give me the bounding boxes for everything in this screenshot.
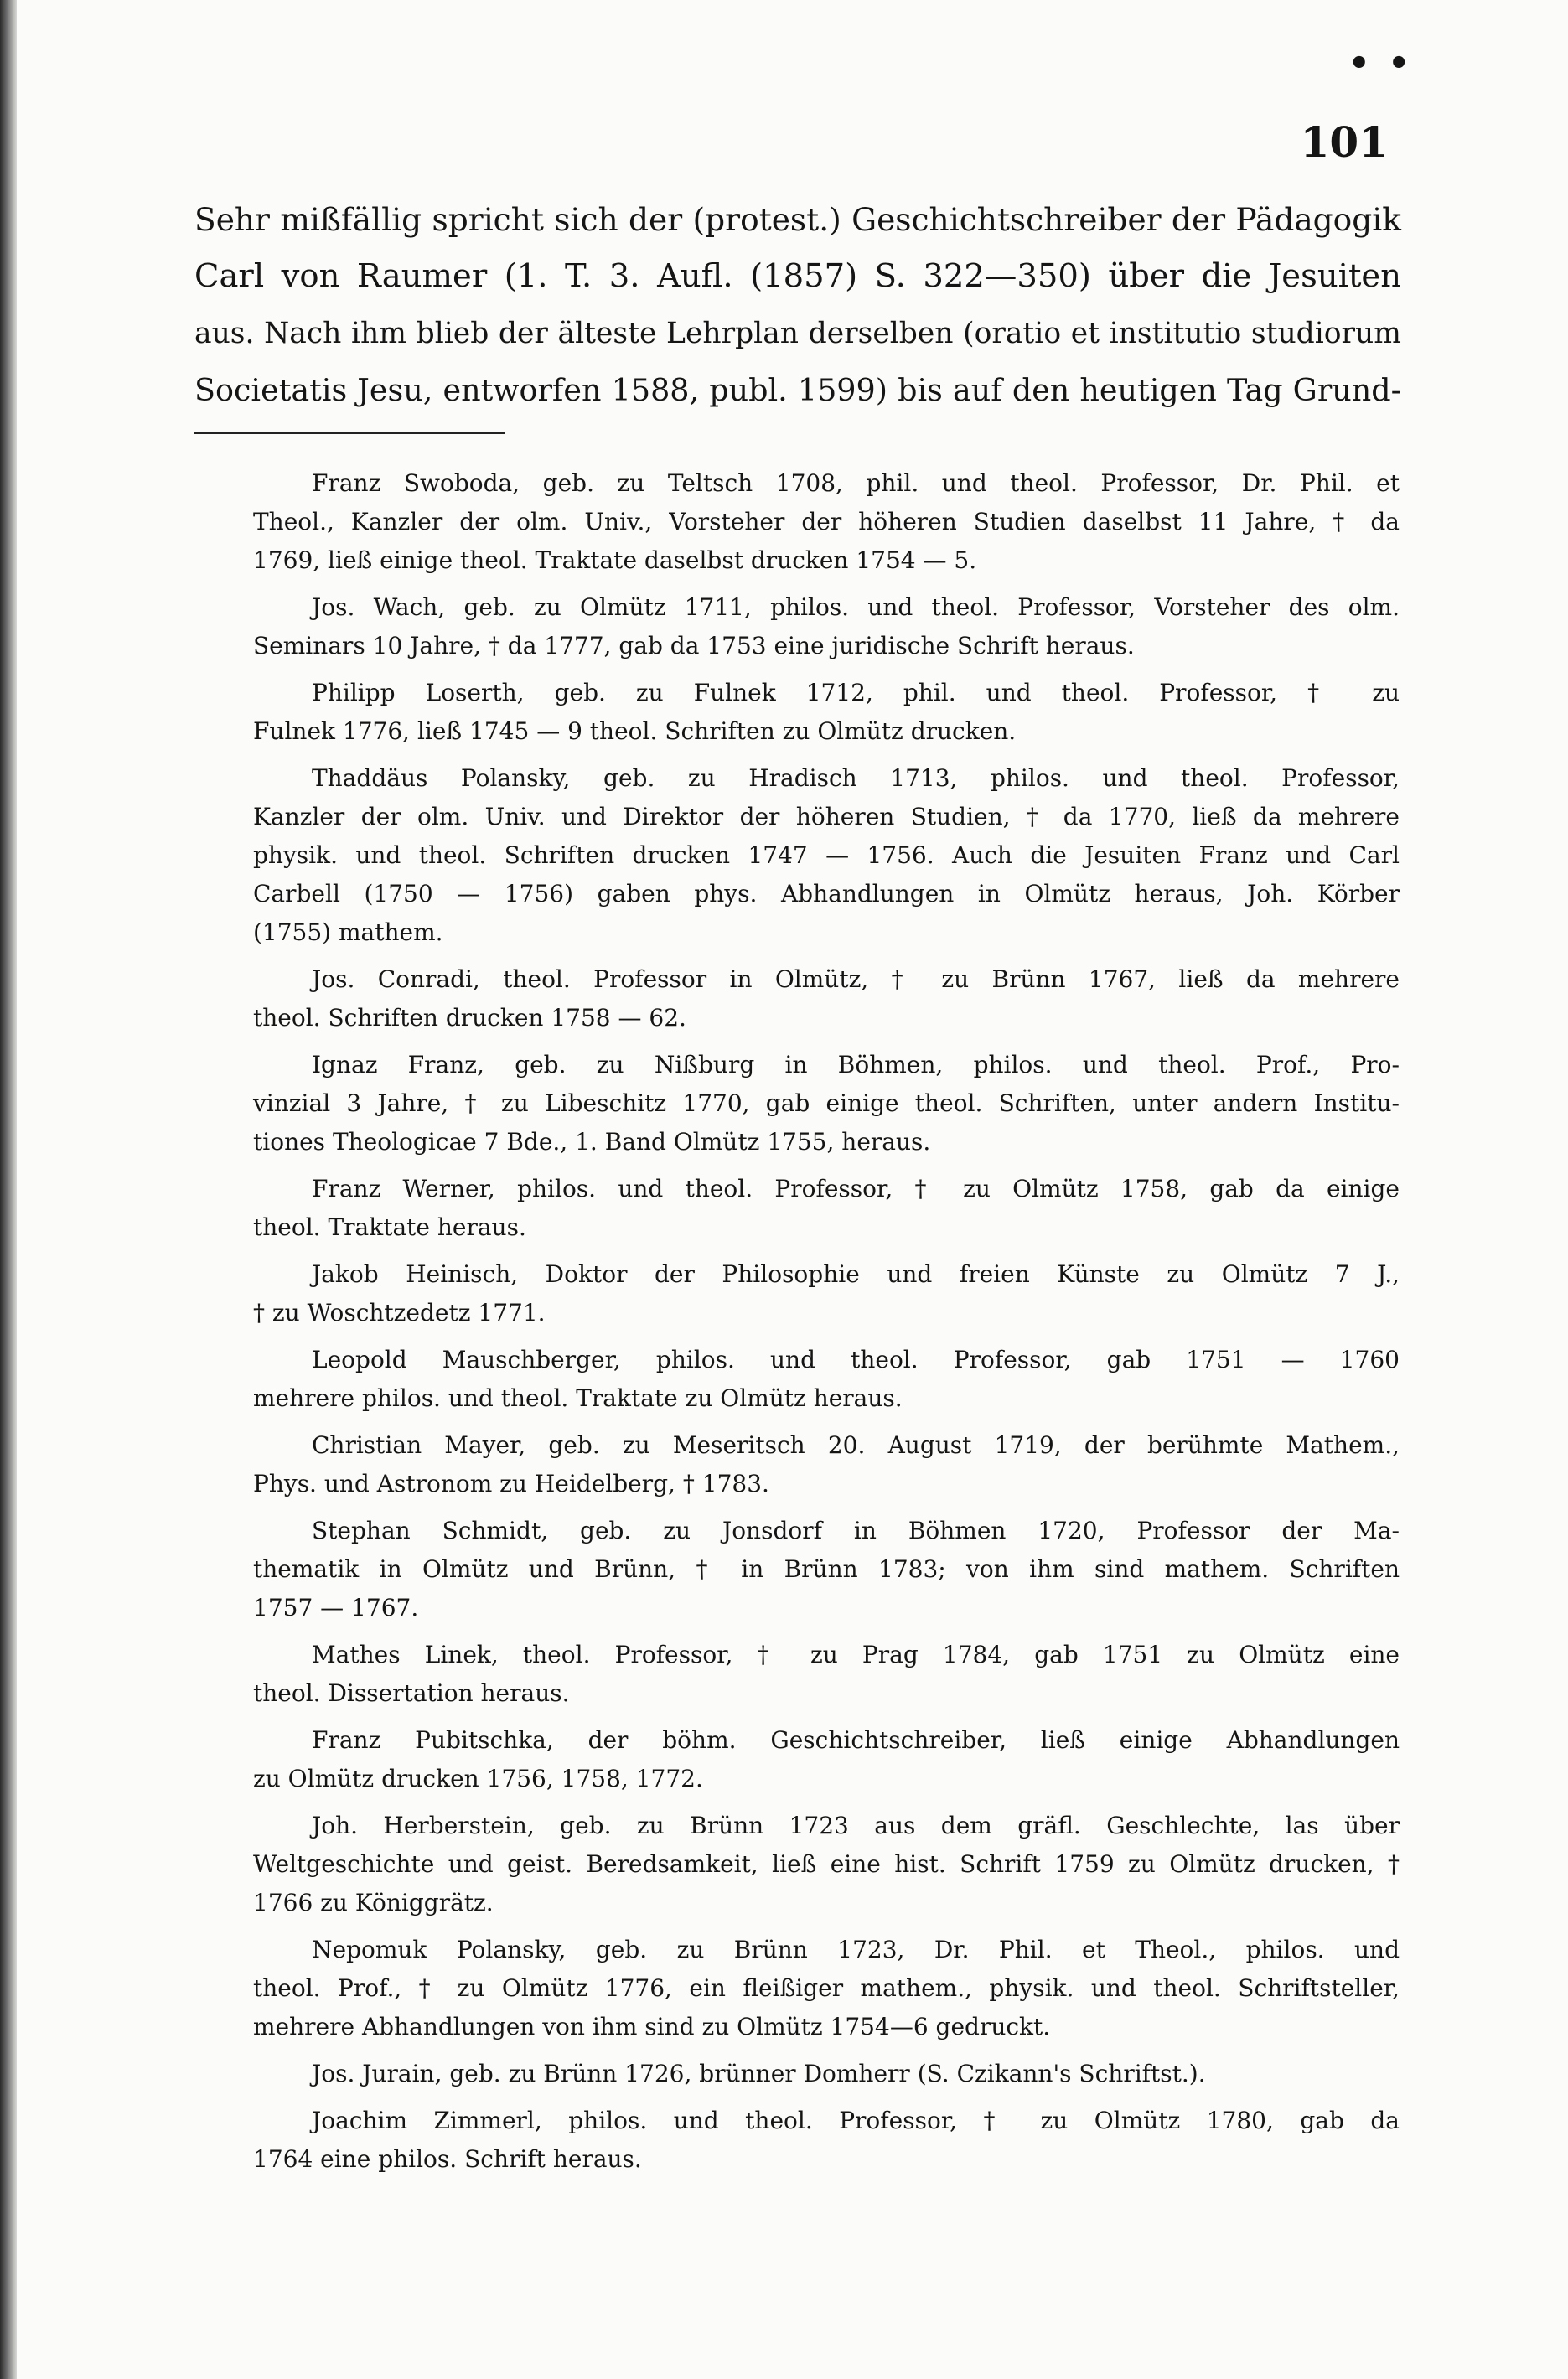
- footnote-line: Stephan Schmidt, geb. zu Jonsdorf in Böhmen 1720, Professor der Ma-: [312, 1517, 1400, 1544]
- footnote-line: zu Olmütz drucken 1756, 1758, 1772.: [253, 1765, 703, 1792]
- footnote-line: Jos. Conradi, theol. Professor in Olmütz, † zu Brünn 1767, ließ da mehrere: [312, 965, 1400, 993]
- footnote-line: Jos. Jurain, geb. zu Brünn 1726, brünner Domherr (S. Czikann's Schriftst.).: [312, 2060, 1206, 2087]
- footnote-entry: [253, 1426, 1400, 1503]
- footnote-line: Franz Pubitschka, der böhm. Geschichtschreiber, ließ einige Abhandlungen: [312, 1726, 1400, 1754]
- footnote-line: mehrere philos. und theol. Traktate zu Olmütz heraus.: [253, 1384, 903, 1412]
- footnote-line: † zu Woschtzedetz 1771.: [253, 1299, 546, 1327]
- footnotes-section: [253, 464, 1400, 2187]
- footnote-entry: [253, 2055, 1400, 2093]
- main-text-line: Societatis Jesu, entworfen 1588, publ. 1599) bis auf den heutigen Tag Grund-: [194, 372, 1401, 408]
- footnote-line: thematik in Olmütz und Brünn, † in Brünn 1783; von ihm sind mathem. Schriften: [253, 1555, 1400, 1583]
- footnote-entry: [253, 1512, 1400, 1627]
- footnote-entry: [253, 588, 1400, 665]
- footnote-entry: [253, 759, 1400, 952]
- footnote-line: theol. Schriften drucken 1758 — 62.: [253, 1004, 686, 1032]
- footnote-line: 1769, ließ einige theol. Traktate daselbst drucken 1754 — 5.: [253, 546, 977, 574]
- footnote-line: Joh. Herberstein, geb. zu Brünn 1723 aus dem gräfl. Geschlechte, las über: [312, 1812, 1400, 1839]
- footnote-entry: [253, 1807, 1400, 1922]
- page-number: 101: [1300, 117, 1388, 167]
- footnote-line: mehrere Abhandlungen von ihm sind zu Olmütz 1754—6 gedruckt.: [253, 2013, 1051, 2040]
- footnote-entry: [253, 1255, 1400, 1332]
- footnote-line: Jos. Wach, geb. zu Olmütz 1711, philos. und theol. Professor, Vorsteher des olm.: [312, 593, 1400, 621]
- footnote-entry: [253, 674, 1400, 751]
- footnote-line: (1755) mathem.: [253, 918, 443, 946]
- page-edge-shadow: [0, 0, 17, 2379]
- footnote-line: Seminars 10 Jahre, † da 1777, gab da 1753 eine juridische Schrift heraus.: [253, 632, 1135, 659]
- footnote-entry: [253, 1170, 1400, 1247]
- footnote-line: Mathes Linek, theol. Professor, † zu Prag 1784, gab 1751 zu Olmütz eine: [312, 1641, 1400, 1668]
- footnote-line: Theol., Kanzler der olm. Univ., Vorsteher der höheren Studien daselbst 11 Jahre, † da: [253, 508, 1400, 535]
- footnote-line: Joachim Zimmerl, philos. und theol. Professor, † zu Olmütz 1780, gab da: [312, 2107, 1400, 2134]
- footnote-line: Philipp Loserth, geb. zu Fulnek 1712, phil. und theol. Professor, † zu: [312, 679, 1400, 706]
- footnote-line: vinzial 3 Jahre, † zu Libeschitz 1770, gab einige theol. Schriften, unter andern Institu-: [253, 1089, 1400, 1117]
- footnote-line: Ignaz Franz, geb. zu Nißburg in Böhmen, philos. und theol. Prof., Pro-: [312, 1051, 1400, 1078]
- footnote-line: Jakob Heinisch, Doktor der Philosophie und freien Künste zu Olmütz 7 J.,: [312, 1260, 1400, 1288]
- footnote-line: Leopold Mauschberger, philos. und theol. Professor, gab 1751 — 1760: [312, 1346, 1400, 1373]
- footnote-line: Weltgeschichte und geist. Beredsamkeit, ließ eine hist. Schrift 1759 zu Olmütz drucken, †: [253, 1850, 1400, 1878]
- footnote-entry: [253, 960, 1400, 1037]
- footnote-line: Franz Swoboda, geb. zu Teltsch 1708, phil. und theol. Professor, Dr. Phil. et: [312, 469, 1400, 497]
- footnote-entry: [253, 1931, 1400, 2046]
- footnote-line: 1757 — 1767.: [253, 1594, 419, 1621]
- main-text-line: aus. Nach ihm blieb der älteste Lehrplan derselben (oratio et institutio studiorum: [194, 317, 1401, 350]
- footnote-line: tiones Theologicae 7 Bde., 1. Band Olmütz 1755, heraus.: [253, 1128, 931, 1156]
- footnote-line: Thaddäus Polansky, geb. zu Hradisch 1713, philos. und theol. Professor,: [312, 764, 1400, 792]
- footnote-entry: [253, 2102, 1400, 2179]
- footnote-line: 1764 eine philos. Schrift heraus.: [253, 2145, 642, 2173]
- footnote-line: Kanzler der olm. Univ. und Direktor der höheren Studien, † da 1770, ließ da mehrere: [253, 803, 1400, 830]
- footnote-line: theol. Dissertation heraus.: [253, 1679, 570, 1707]
- footnote-line: 1766 zu Königgrätz.: [253, 1889, 494, 1916]
- footnote-line: Christian Mayer, geb. zu Meseritsch 20. August 1719, der berühmte Mathem.,: [312, 1431, 1400, 1459]
- corner-mark: • •: [1348, 44, 1413, 83]
- footnote-entry: [253, 1341, 1400, 1418]
- footnote-entry: [253, 1636, 1400, 1713]
- footnote-line: Nepomuk Polansky, geb. zu Brünn 1723, Dr. Phil. et Theol., philos. und: [312, 1936, 1400, 1963]
- main-paragraph: [194, 191, 1401, 419]
- footnote-line: Franz Werner, philos. und theol. Professor, † zu Olmütz 1758, gab da einige: [312, 1175, 1400, 1202]
- main-text-line: Sehr mißfällig spricht sich der (protest.) Geschichtschreiber der Pädagogik: [194, 201, 1401, 238]
- footnote-line: physik. und theol. Schriften drucken 1747 — 1756. Auch die Jesuiten Franz und Carl: [253, 841, 1400, 869]
- footnote-line: theol. Traktate heraus.: [253, 1213, 526, 1241]
- footnote-separator-rule: [194, 432, 505, 434]
- footnote-line: Fulnek 1776, ließ 1745 — 9 theol. Schriften zu Olmütz drucken.: [253, 717, 1017, 745]
- footnote-entry: [253, 464, 1400, 580]
- footnote-entry: [253, 1721, 1400, 1798]
- footnote-line: Phys. und Astronom zu Heidelberg, † 1783.: [253, 1470, 769, 1497]
- footnote-line: theol. Prof., † zu Olmütz 1776, ein fleißiger mathem., physik. und theol. Schriftsteller,: [253, 1974, 1400, 2002]
- main-text-line: Carl von Raumer (1. T. 3. Aufl. (1857) S. 322—350) über die Jesuiten: [194, 257, 1401, 295]
- footnote-line: Carbell (1750 — 1756) gaben phys. Abhandlungen in Olmütz heraus, Joh. Körber: [253, 880, 1400, 908]
- footnote-entry: [253, 1046, 1400, 1161]
